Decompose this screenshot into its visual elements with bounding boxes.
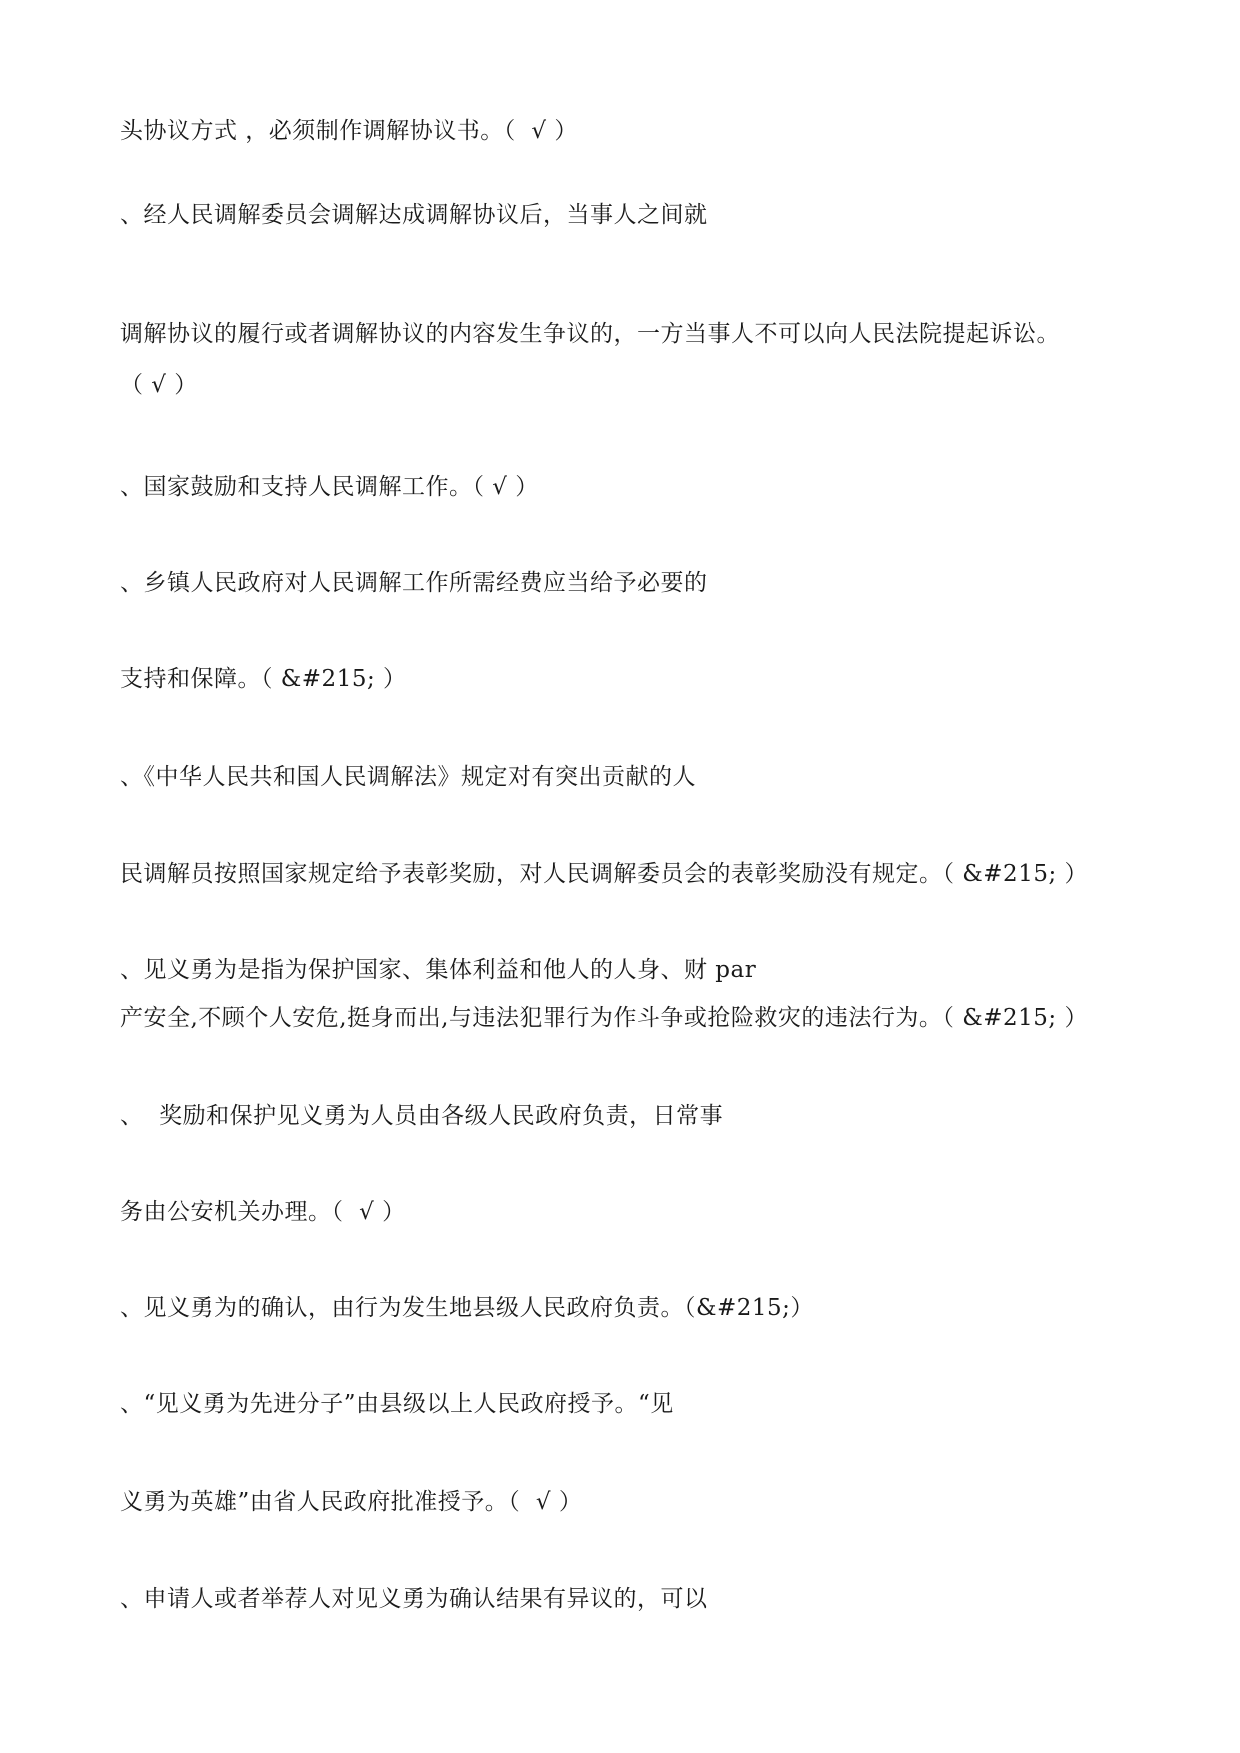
text-line: 产安全,不顾个人安危,挺身而出,与违法犯罪行为作斗争或抢险救灾的违法行为。（ &#215; ） — [120, 1005, 1088, 1031]
text-line: （ √ ） — [120, 372, 198, 398]
text-line: 、乡镇人民政府对人民调解工作所需经费应当给予必要的 — [120, 570, 708, 596]
text-line: 、《中华人民共和国人民调解法》规定对有突出贡献的人 — [120, 764, 696, 790]
text-line: 义勇为英雄”由省人民政府批准授予。（ √ ） — [120, 1489, 583, 1515]
text-line: 、见义勇为的确认，由行为发生地县级人民政府负责。（&#215;） — [120, 1295, 814, 1321]
text-line: 民调解员按照国家规定给予表彰奖励，对人民调解委员会的表彰奖励没有规定。（ &#215; ） — [120, 861, 1089, 887]
text-line: 支持和保障。（ &#215; ） — [120, 666, 407, 692]
text-line: 、申请人或者举荐人对见义勇为确认结果有异议的，可以 — [120, 1586, 708, 1612]
text-line: 务由公安机关办理。（ √ ） — [120, 1199, 406, 1225]
text-line: 、“见义勇为先进分子”由县级以上人民政府授予。“见 — [120, 1391, 674, 1417]
text-line: 、经人民调解委员会调解达成调解协议后，当事人之间就 — [120, 202, 708, 228]
text-line: 、 奖励和保护见义勇为人员由各级人民政府负责，日常事 — [120, 1103, 724, 1129]
text-line: 、国家鼓励和支持人民调解工作。（ √ ） — [120, 474, 539, 500]
text-line: 头协议方式 ，必须制作调解协议书。（ √ ） — [120, 118, 578, 144]
text-line: 调解协议的履行或者调解协议的内容发生争议的，一方当事人不可以向人民法院提起诉讼。 — [120, 321, 1060, 347]
text-line: 、见义勇为是指为保护国家、集体利益和他人的人身、财 par — [120, 957, 757, 983]
